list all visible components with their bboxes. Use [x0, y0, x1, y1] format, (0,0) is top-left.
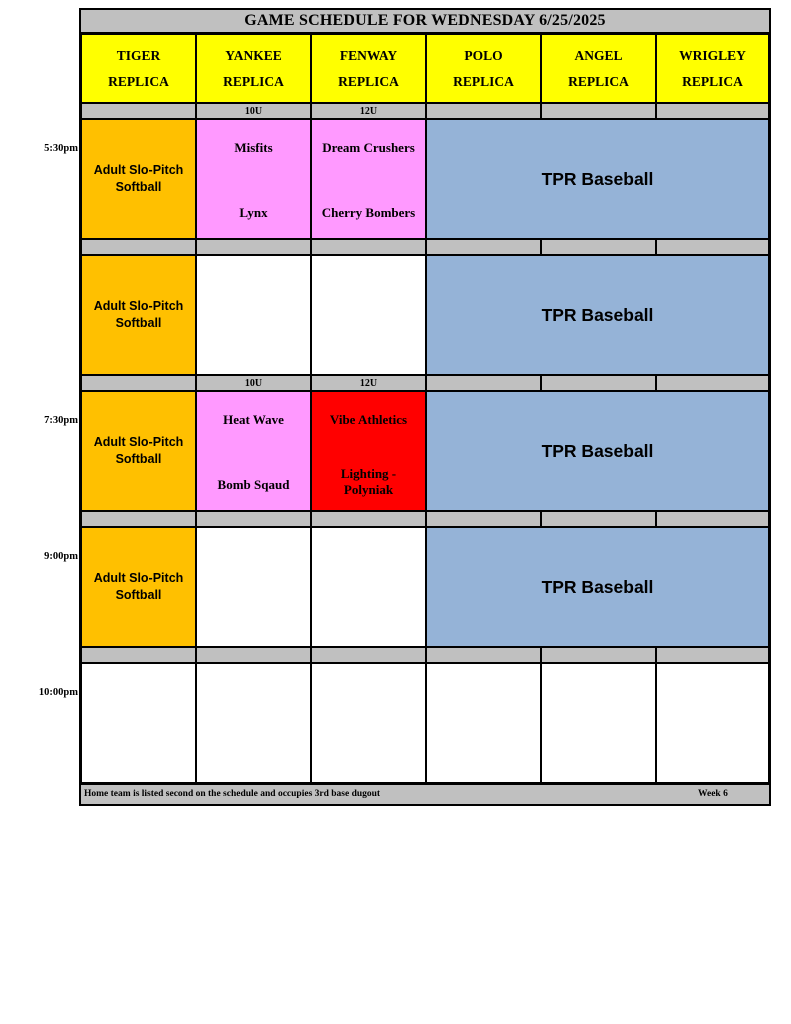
empty-slot [196, 663, 311, 783]
separator-band [81, 511, 196, 527]
empty-slot [196, 255, 311, 375]
separator-band [541, 647, 656, 663]
field-name: YANKEE [225, 47, 282, 63]
field-subtitle: REPLICA [338, 73, 399, 89]
away-team: Heat Wave [223, 412, 284, 427]
tpr-baseball-block: TPR Baseball [426, 255, 769, 375]
field-subtitle: REPLICA [568, 73, 629, 89]
home-team-line: Lighting - [340, 466, 397, 481]
game-fenway-530 [311, 119, 426, 239]
separator-band [656, 511, 769, 527]
empty-slot [311, 663, 426, 783]
division-label-yankee: 10U [196, 103, 311, 119]
separator-band [81, 239, 196, 255]
away-team: Vibe Athletics [329, 412, 408, 427]
schedule-footer [81, 783, 769, 804]
time-label-730: 7:30pm [44, 415, 78, 426]
separator-band [426, 647, 541, 663]
separator-band [311, 647, 426, 663]
away-team: Dream Crushers [322, 140, 415, 155]
empty-slot [196, 527, 311, 647]
adult-softball-block [81, 255, 196, 375]
separator-band [656, 103, 769, 119]
separator-band [541, 375, 656, 391]
time-label-1000: 10:00pm [38, 687, 78, 698]
field-subtitle: REPLICA [223, 73, 284, 89]
separator-band [541, 239, 656, 255]
separator-band [196, 239, 311, 255]
field-subtitle: REPLICA [108, 73, 169, 89]
adult-softball-block [81, 527, 196, 647]
home-team: Lynx [239, 205, 268, 220]
field-header-tiger [81, 34, 196, 103]
empty-slot [311, 255, 426, 375]
home-team: Cherry Bombers [321, 205, 416, 220]
game-yankee-530 [196, 119, 311, 239]
division-label-fenway: 12U [311, 375, 426, 391]
empty-slot [81, 663, 196, 783]
field-header-polo [426, 34, 541, 103]
time-label-530: 5:30pm [44, 143, 78, 154]
tpr-baseball-block: TPR Baseball [426, 119, 769, 239]
empty-slot [656, 663, 769, 783]
game-yankee-730 [196, 391, 311, 511]
field-header-angel [541, 34, 656, 103]
field-name: TIGER [116, 47, 161, 63]
away-team: Misfits [234, 140, 273, 155]
adult-label: Adult Slo-Pitch [93, 435, 184, 449]
adult-label: Adult Slo-Pitch [93, 571, 184, 585]
separator-band [426, 103, 541, 119]
separator-band [81, 647, 196, 663]
separator-band [541, 511, 656, 527]
field-header-yankee [196, 34, 311, 103]
home-team-line: Polyniak [343, 482, 394, 497]
adult-softball-block [81, 391, 196, 511]
separator-band [426, 375, 541, 391]
field-subtitle: REPLICA [453, 73, 514, 89]
field-header-fenway [311, 34, 426, 103]
separator-band [656, 239, 769, 255]
field-name: FENWAY [339, 47, 398, 63]
separator-band [656, 647, 769, 663]
empty-slot [541, 663, 656, 783]
week-label: Week 6 [698, 789, 728, 799]
adult-label: Adult Slo-Pitch [93, 163, 184, 177]
empty-slot [426, 663, 541, 783]
field-name: ANGEL [574, 47, 623, 63]
schedule-sheet [79, 8, 771, 806]
separator-band [81, 103, 196, 119]
adult-label: Softball [115, 180, 162, 194]
separator-band [311, 239, 426, 255]
adult-label: Softball [115, 588, 162, 602]
separator-band [541, 103, 656, 119]
adult-label: Adult Slo-Pitch [93, 299, 184, 313]
separator-band [311, 511, 426, 527]
field-header-wrigley [656, 34, 769, 103]
field-name: POLO [464, 47, 503, 63]
separator-band [81, 375, 196, 391]
schedule-title: GAME SCHEDULE FOR WEDNESDAY 6/25/2025 [81, 10, 769, 34]
game-fenway-730 [311, 391, 426, 511]
field-subtitle: REPLICA [682, 73, 743, 89]
separator-band [196, 647, 311, 663]
adult-softball-block [81, 119, 196, 239]
adult-label: Softball [115, 316, 162, 330]
separator-band [426, 239, 541, 255]
tpr-baseball-block: TPR Baseball [426, 391, 769, 511]
empty-slot [311, 527, 426, 647]
separator-band [656, 375, 769, 391]
separator-band [196, 511, 311, 527]
time-label-900: 9:00pm [44, 551, 78, 562]
adult-label: Softball [115, 452, 162, 466]
home-team [341, 466, 396, 498]
separator-band [426, 511, 541, 527]
division-label-fenway: 12U [311, 103, 426, 119]
field-name: WRIGLEY [679, 47, 746, 63]
division-label-yankee: 10U [196, 375, 311, 391]
footer-note: Home team is listed second on the schedule and occupies 3rd base dugout [84, 789, 381, 799]
tpr-baseball-block: TPR Baseball [426, 527, 769, 647]
home-team: Bomb Sqaud [217, 477, 290, 492]
